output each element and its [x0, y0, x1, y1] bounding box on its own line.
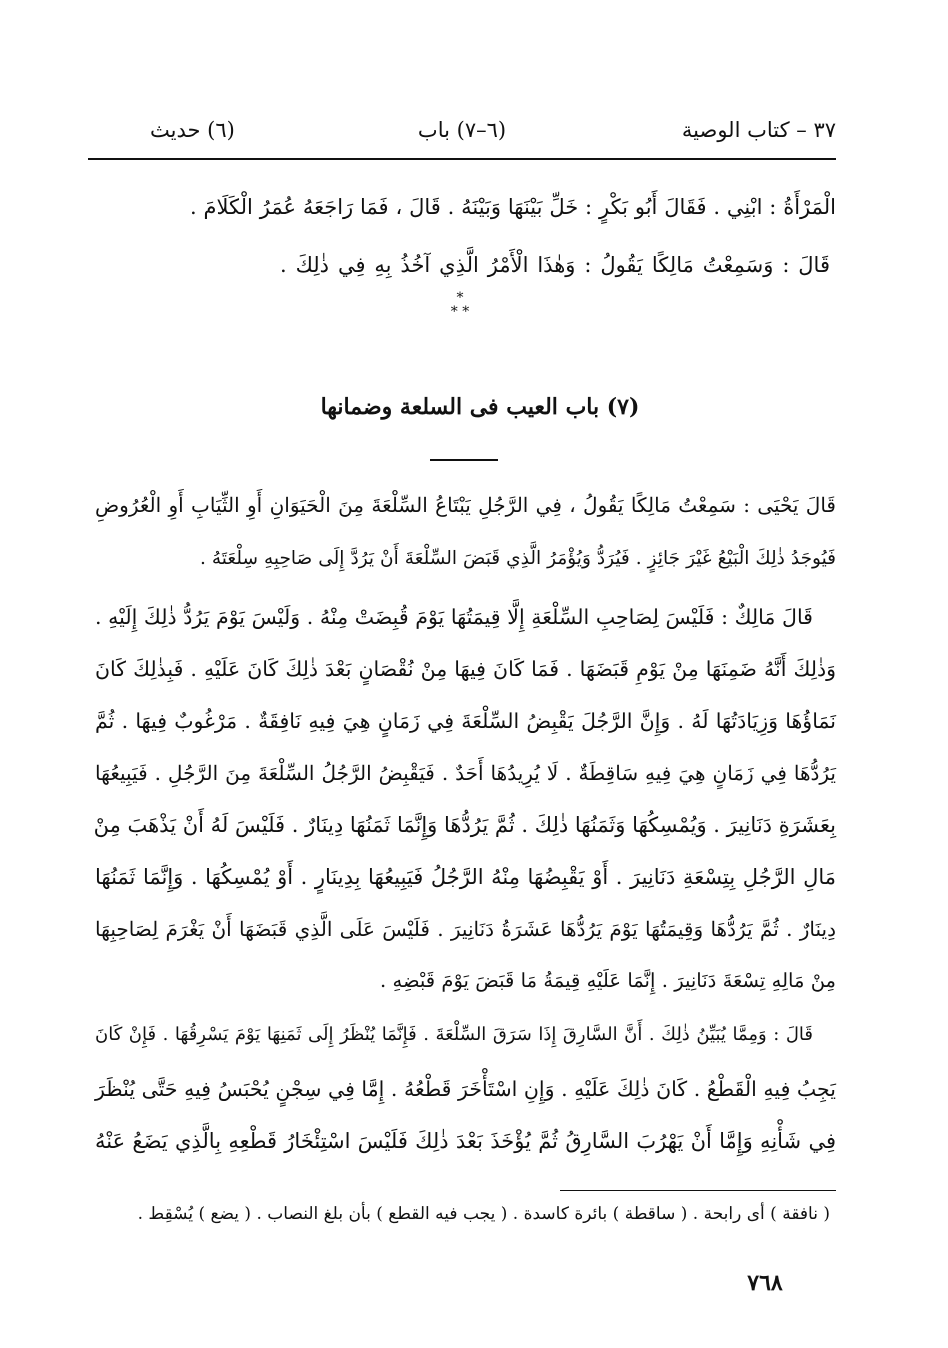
running-header: [88, 118, 836, 162]
page-number: ٧٦٨: [747, 1270, 783, 1296]
header-chapter-ref: (٦–٧) باب: [417, 118, 507, 142]
footnote-divider: [560, 1190, 836, 1191]
text-line: يَجِبُ فِيهِ الْقَطْعُ . كَانَ ذٰلِكَ عَلَيْهِ . وَإِنِ اسْتَأْخَرَ قَطْعُهُ . إِمَّا فِي سِجْنٍ يُحْبَسُ فِيهِ حَتَّى يُنْظَرَ: [95, 1077, 836, 1101]
text-line: دِينَارٌ . ثُمَّ يَرُدُّهَا وَقِيمَتُهَا يَوْمَ يَرُدُّهَا عَشَرَةُ دَنَانِيرَ . فَلَيْسَ عَلَى الَّذِي قَبَضَهَا أَنْ يَغْرَمَ لِصَاحِبِهَا: [95, 917, 836, 941]
text-line: الْمَرْأَةُ : ابْنِي . فَقَالَ أَبُو بَكْرٍ : خَلِّ بَيْنَهَا وَبَيْنَهُ . قَالَ ، فَمَا رَاجَعَهُ عُمَرُ الْكَلَامَ .: [190, 195, 836, 219]
text-line: يَرُدُّهَا فِي زَمَانٍ هِيَ فِيهِ سَاقِطَةٌ . لَا يُرِيدُهَا أَحَدٌ . فَيَقْبِضُ الرَّجُلُ السِّلْعَةَ مِنَ الرَّجُلِ . فَيَبِيعُهَا: [95, 761, 836, 785]
header-book-title: ٣٧ – كتاب الوصية: [681, 118, 836, 142]
text-line: وَذٰلِكَ أَنَّهُ ضَمِنَهَا مِنْ يَوْمِ قَبَضَهَا . فَمَا كَانَ فِيهَا مِنْ نُقْصَانٍ بَعْدَ ذٰلِكَ كَانَ عَلَيْهِ . فَبِذٰلِكَ كَانَ: [95, 657, 836, 681]
footnote: ( نافقة ) أى رابحة . ( ساقطة ) بائرة كاسدة . ( يجب فيه القطع ) بأن بلغ النصاب . ( يضع ) يُسْقِط .: [137, 1204, 830, 1224]
text-line: قَالَ مَالِكٌ : فَلَيْسَ لِصَاحِبِ السِّلْعَةِ إِلَّا قِيمَتُهَا يَوْمَ قُبِضَتْ مِنْهُ . وَلَيْسَ يَوْمَ يَرُدُّ ذٰلِكَ إِلَيْهِ .: [95, 605, 813, 629]
title-underline: [430, 459, 498, 461]
separator-star: *: [456, 290, 464, 306]
header-divider: [88, 158, 836, 160]
text-line: فَيُوجَدُ ذٰلِكَ الْبَيْعُ غَيْرَ جَائِزٍ . فَيُرَدُّ وَيُؤْمَرُ الَّذِي قَبَضَ السِّلْعَةَ أَنْ يَرُدَّ إِلَى صَاحِبِهِ سِلْعَتَهُ .: [200, 548, 836, 569]
text-line: قَالَ : وَمِمَّا يُبَيِّنُ ذٰلِكَ . أَنَّ السَّارِقَ إِذَا سَرَقَ السِّلْعَةَ . فَإِنَّمَا يُنْظَرُ إِلَى ثَمَنِهَا يَوْمَ يَسْرِقُهَا . فَإِنْ كَانَ: [95, 1024, 813, 1045]
text-line: مِنْ مَالِهِ تِسْعَةَ دَنَانِيرَ . إِنَّمَا عَلَيْهِ قِيمَةُ مَا قَبَضَ يَوْمَ قَبْضِهِ .: [380, 969, 836, 992]
section-title: (٧) باب العيب فى السلعة وضمانها: [320, 394, 640, 420]
header-hadith-ref: (٦) حديث: [150, 118, 235, 142]
text-line: قَالَ يَحْيَى : سَمِعْتُ مَالِكًا يَقُولُ ، فِي الرَّجُلِ يَبْتَاعُ السِّلْعَةَ مِنَ الْحَيَوَانِ أَوِ الثِّيَابِ أَوِ الْعُرُوضِ: [95, 493, 836, 517]
text-line: بِعَشَرَةِ دَنَانِيرَ . وَيُمْسِكُهَا وَثَمَنُهَا ذٰلِكَ . ثُمَّ يَرُدُّهَا وَإِنَّمَا ثَمَنُهَا دِينَارٌ . فَلَيْسَ لَهُ أَنْ يَذْهَبَ مِنْ: [93, 813, 836, 837]
text-line: قَالَ : وَسَمِعْتُ مَالِكًا يَقُولُ : وَهٰذَا الْأَمْرُ الَّذِي آخُذُ بِهِ فِي ذٰلِكَ .: [280, 253, 830, 277]
text-line: فِي شَأْنِهِ وَإِمَّا أَنْ يَهْرُبَ السَّارِقُ ثُمَّ يُؤْخَذَ بَعْدَ ذٰلِكَ فَلَيْسَ اسْتِئْخَارُ قَطْعِهِ بِالَّذِي يَضَعُ عَنْهُ: [95, 1129, 836, 1153]
text-line: مَالِ الرَّجُلِ بِتِسْعَةِ دَنَانِيرَ . أَوْ يَقْبِضُهَا مِنْهُ الرَّجُلُ فَيَبِيعُهَا بِدِينَارٍ . أَوْ يُمْسِكُهَا . وَإِنَّمَا ثَمَنُهَا: [95, 865, 836, 889]
separator-stars: * *: [450, 304, 470, 320]
text-line: نَمَاؤُهَا وَزِيَادَتُهَا لَهُ . وَإِنَّ الرَّجُلَ يَقْبِضُ السِّلْعَةَ فِي زَمَانٍ هِيَ فِيهِ نَافِقَةٌ . مَرْغُوبٌ فِيهَا . ثُمَّ: [95, 709, 836, 733]
